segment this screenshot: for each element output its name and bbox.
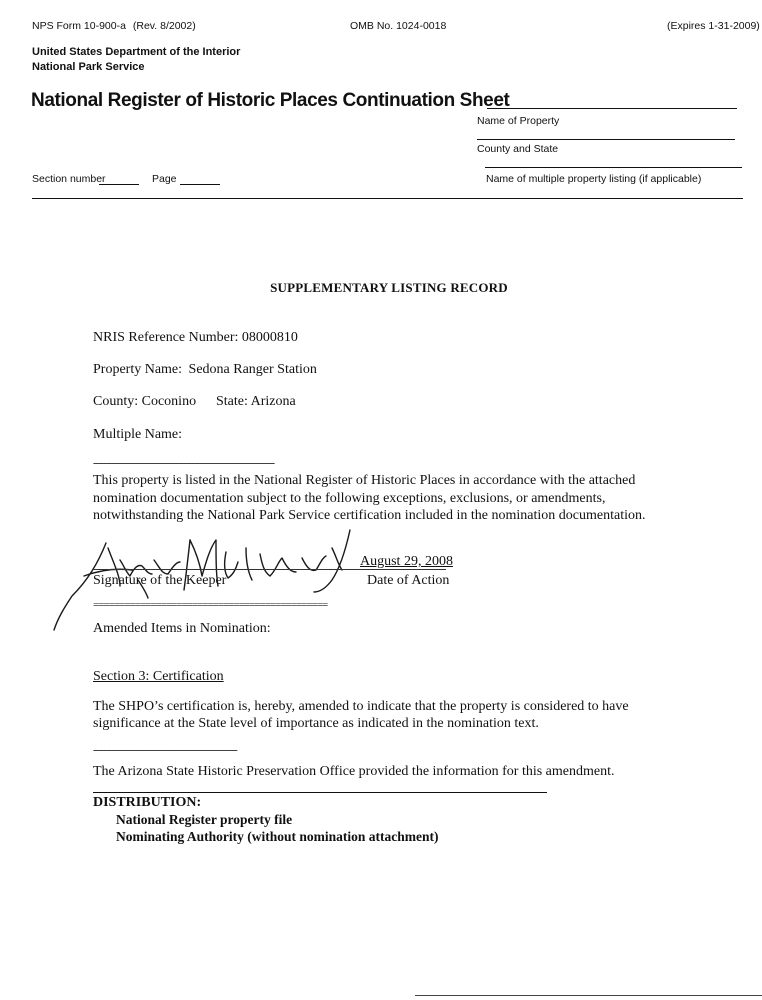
listing-line-1: This property is listed in the National Register of Historic Places in accordance with the attached: [93, 473, 636, 488]
name-of-property-line: [487, 108, 737, 109]
distribution-heading: DISTRIBUTION:: [93, 795, 202, 810]
property-label: Property Name:: [93, 362, 183, 377]
section-number-field: [32, 173, 106, 185]
state-field: [216, 393, 296, 411]
action-date-label: Date of Action: [367, 573, 450, 588]
dash-rule-2: ------------------------------------------------------: [93, 744, 237, 756]
county-and-state-label: County and State: [477, 143, 559, 155]
action-date: August 29, 2008: [360, 554, 453, 569]
scan-edge-line: [415, 995, 762, 996]
county-field: [93, 393, 196, 411]
county-state-line: [477, 139, 735, 140]
header-divider: [32, 198, 743, 199]
state-value: Arizona: [250, 394, 296, 409]
section-number-label: Section number: [32, 173, 106, 185]
listing-line-2: nomination documentation subject to the following exceptions, exclusions, or amendments,: [93, 491, 606, 506]
distribution-rule: [93, 792, 547, 793]
record-heading: SUPPLEMENTARY LISTING RECORD: [270, 280, 508, 295]
county-label: County:: [93, 394, 139, 409]
agency-service: National Park Service: [32, 61, 145, 73]
dash-rule: --------------------------------------------------------------------: [93, 457, 275, 469]
agency-department: United States Department of the Interior: [32, 46, 241, 58]
county-value: Coconino: [141, 394, 197, 409]
nris-value: 08000810: [241, 330, 298, 345]
amended-heading: Amended Items in Nomination:: [93, 621, 271, 636]
shpo-line-2: significance at the State level of importance as indicated in the nomination text.: [93, 716, 539, 731]
signature-label: Signature of the Keeper: [93, 573, 227, 588]
sheet-title: National Register of Historic Places Continuation Sheet: [31, 90, 510, 111]
form-number: [32, 20, 196, 32]
multiple-listing-label: Name of multiple property listing (if applicable): [486, 173, 702, 185]
form-revision: (Rev. 8/2002): [132, 20, 196, 32]
expiration-date: (Expires 1-31-2009): [667, 20, 760, 32]
omb-number: OMB No. 1024-0018: [350, 20, 447, 32]
nris-label: NRIS Reference Number:: [93, 330, 239, 345]
property-value: Sedona Ranger Station: [188, 362, 317, 377]
page-label: Page: [152, 173, 177, 185]
multiple-name-label: Multiple Name:: [93, 427, 183, 442]
distribution-item: National Register property file: [116, 812, 293, 827]
arizona-shpo-note: The Arizona State Historic Preservation Office provided the information for this amendment.: [93, 764, 615, 779]
property-name: [93, 361, 317, 379]
name-of-property-label: Name of Property: [477, 115, 560, 127]
section-number-blank: [99, 184, 139, 185]
listing-line-3: notwithstanding the National Park Service certification included in the nomination documentation.: [93, 508, 646, 523]
shpo-line-1: The SHPO’s certification is, hereby, amended to indicate that the property is considered to have: [93, 699, 629, 714]
section-3-heading: Section 3: Certification: [93, 669, 224, 684]
form-id: NPS Form 10-900-a: [32, 20, 126, 32]
state-label: State:: [216, 394, 248, 409]
nris-reference: [93, 329, 298, 347]
distribution-item: Nominating Authority (without nomination attachment): [116, 829, 439, 844]
double-rule: =============================================: [93, 599, 328, 611]
page-blank: [180, 184, 220, 185]
multiple-listing-line: [485, 167, 742, 168]
